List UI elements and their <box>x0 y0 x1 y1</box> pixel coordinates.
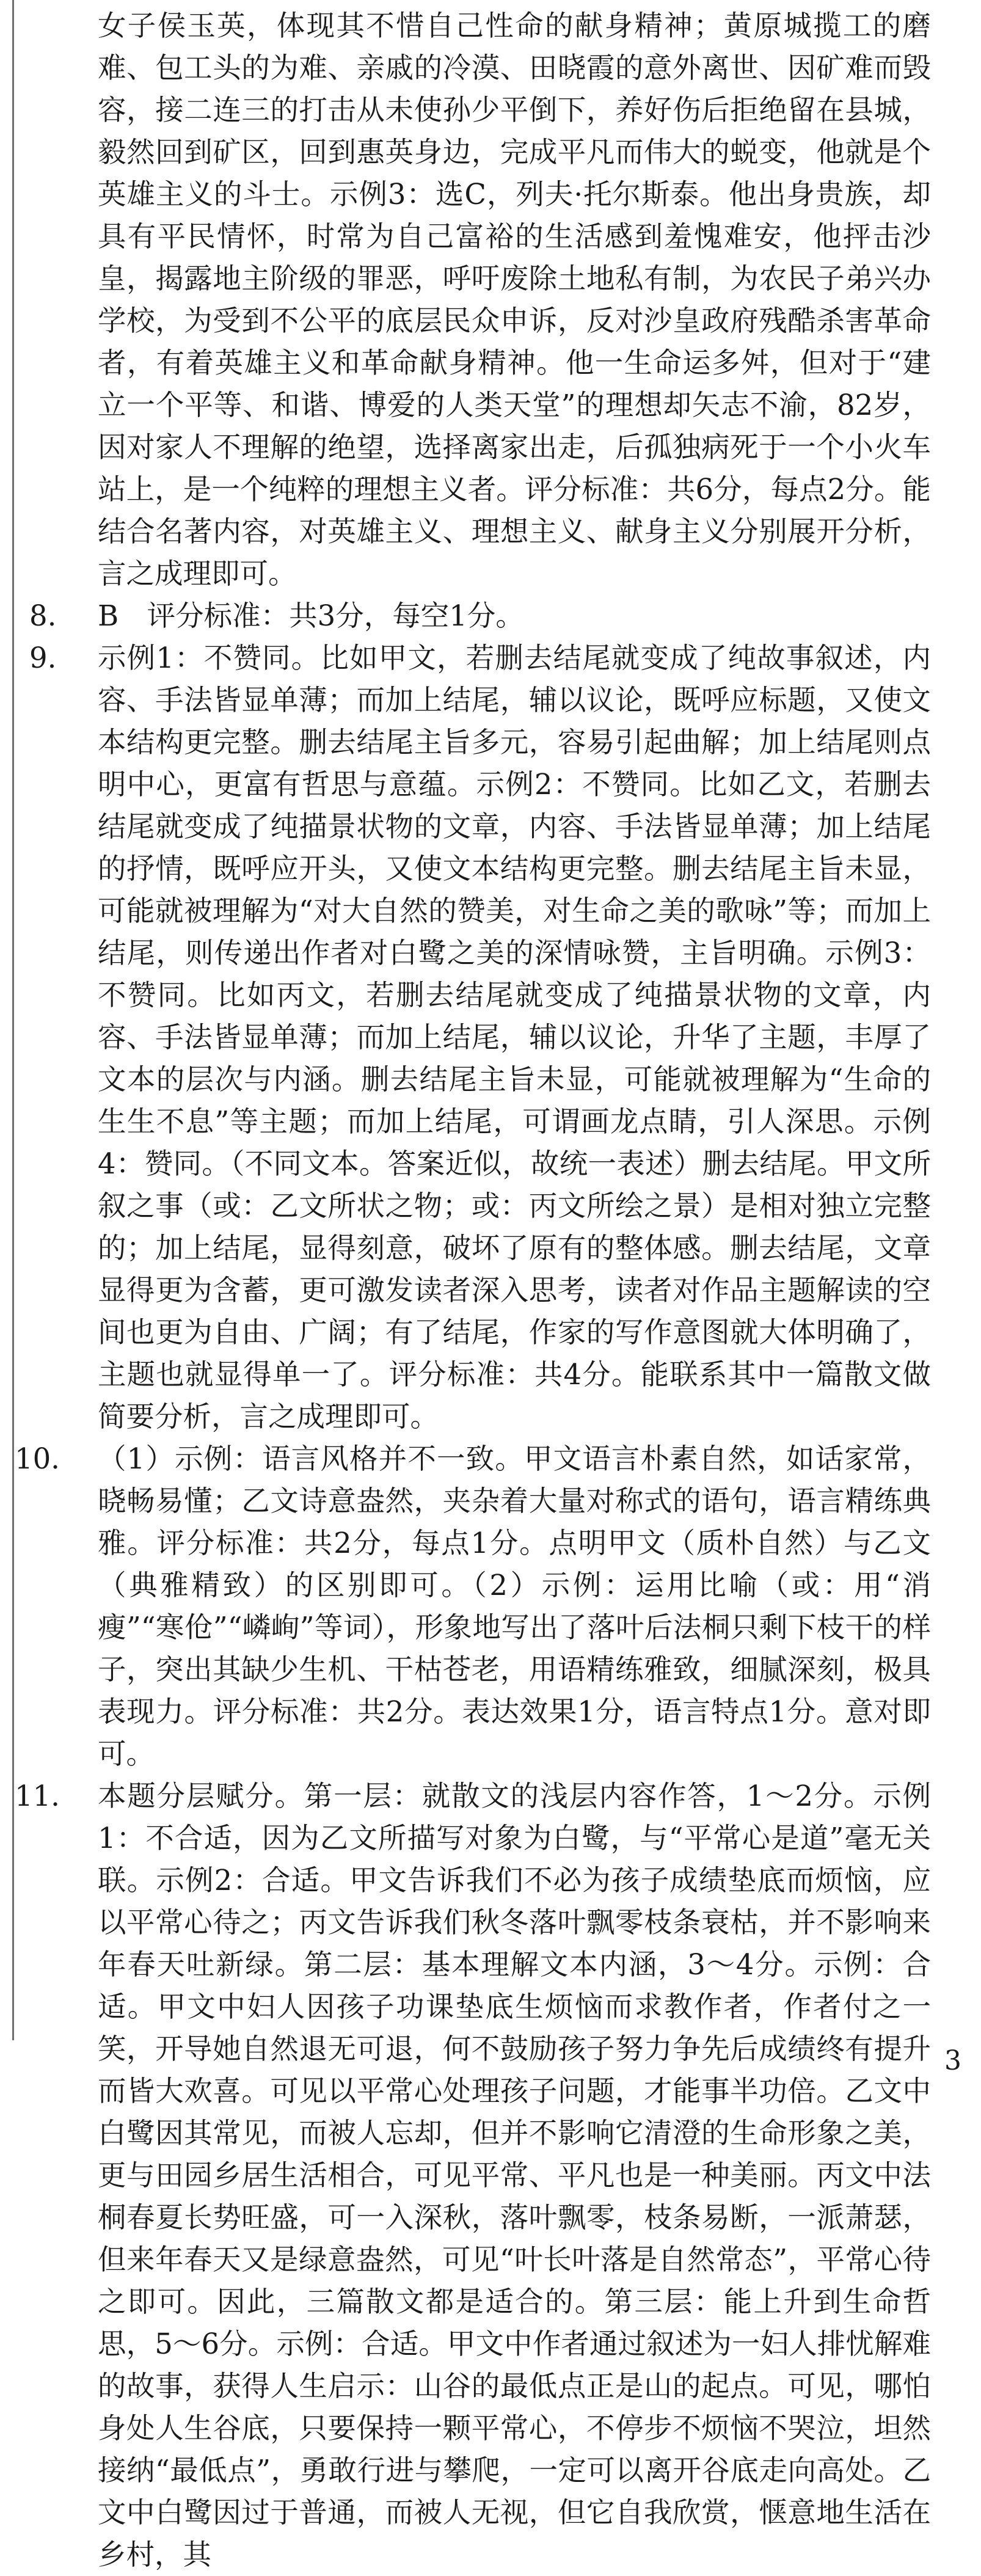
continuation-paragraph: 女子侯玉英，体现其不惜自己性命的献身精神；黄原城揽工的磨难、包工头的为难、亲戚的冷漠、田晓霞的意外离世、因矿难而毁容，接二连三的打击从未使孙少平倒下，养好伤后拒绝留在县城，毅然回到矿区，回到惠英身边，完成平凡而伟大的蜕变，他就是个英雄主义的斗士。示例3：选C，列夫·托尔斯泰。他出身贵族，却具有平民情怀，时常为自己富裕的生活感到羞愧难安，他抨击沙皇，揭露地主阶级的罪恶，呼吁废除土地私有制，为农民子弟兴办学校，为受到不公平的底层民众申诉，反对沙皇政府残酷杀害革命者，有着英雄主义和革命献身精神。他一生命运多舛，但对于“建立一个平等、和谐、博爱的人类天堂”的理想却矢志不渝，82岁，因对家人不理解的绝望，选择离家出走，后孤独病死于一个小火车站上，是一个纯粹的理想主义者。评分标准：共6分，每点2分。能结合名著内容，对英雄主义、理想主义、献身主义分别展开分析，言之成理即可。 <box>98 9 931 590</box>
item-number: 10. <box>15 1442 60 1475</box>
answer-item-9 <box>0 637 981 1438</box>
item-text: （1）示例：语言风格并不一致。甲文语言朴素自然，如话家常，晓畅易懂；乙文诗意盎然，夹杂着大量对称式的语句，语言精练典雅。评分标准：共2分，每点1分。点明甲文（质朴自然）与乙文（典雅精致）的区别即可。（2）示例：运用比喻（或：用“消瘦”“寒伧”“嶙峋”等词），形象地写出了落叶后法桐只剩下枝干的样子，突出其缺少生机、干枯苍老，用语精练雅致，细腻深刻，极具表现力。评分标准：共2分。表达效果1分，语言特点1分。意对即可。 <box>98 1442 931 1770</box>
answer-key-content <box>0 5 981 2576</box>
answer-item-8 <box>0 595 981 637</box>
item-text: B 评分标准：共3分，每空1分。 <box>98 599 524 632</box>
page-number: 3 <box>944 2045 961 2076</box>
item-number: 11. <box>15 1779 60 1812</box>
answer-item-11 <box>0 1775 981 2576</box>
item-text: 示例1：不赞同。比如甲文，若删去结尾就变成了纯故事叙述，内容、手法皆显单薄；而加上结尾，辅以议论，既呼应标题，又使文本结构更完整。删去结尾主旨多元，容易引起曲解；加上结尾则点明中心，更富有哲思与意蕴。示例2：不赞同。比如乙文，若删去结尾就变成了纯描景状物的文章，内容、手法皆显单薄；加上结尾的抒情，既呼应开头，又使文本结构更完整。删去结尾主旨未显，可能就被理解为“对大自然的赞美，对生命之美的歌咏”等；而加上结尾，则传递出作者对白鹭之美的深情咏赞，主旨明确。示例3：不赞同。比如丙文，若删去结尾就变成了纯描景状物的文章，内容、手法皆显单薄；而加上结尾，辅以议论，升华了主题，丰厚了文本的层次与内涵。删去结尾主旨未显，可能就被理解为“生命的生生不息”等主题；而加上结尾，可谓画龙点睛，引人深思。示例4：赞同。（不同文本。答案近似，故统一表述）删去结尾。甲文所叙之事（或：乙文所状之物；或：丙文所绘之景）是相对独立完整的；加上结尾，显得刻意，破坏了原有的整体感。删去结尾，文章显得更为含蓄，更可激发读者深入思考，读者对作品主题解读的空间也更为自由、广阔；有了结尾，作家的写作意图就大体明确了，主题也就显得单一了。评分标准：共4分。能联系其中一篇散文做简要分析，言之成理即可。 <box>98 641 931 1433</box>
item-number: 9. <box>29 641 57 674</box>
item-number: 8. <box>29 599 57 632</box>
item-text: 本题分层赋分。第一层：就散文的浅层内容作答，1～2分。示例1：不合适，因为乙文所描写对象为白鹭，与“平常心是道”毫无关联。示例2：合适。甲文告诉我们不必为孩子成绩垫底而烦恼，应以平常心待之；丙文告诉我们秋冬落叶飘零枝条衰枯，并不影响来年春天吐新绿。第二层：基本理解文本内涵，3～4分。示例：合适。甲文中妇人因孩子功课垫底生烦恼而求教作者，作者付之一笑，开导她自然退无可退，何不鼓励孩子努力争先后成绩终有提升而皆大欢喜。可见以平常心处理孩子问题，才能事半功倍。乙文中白鹭因其常见，而被人忘却，但并不影响它清澄的生命形象之美，更与田园乡居生活相合，可见平常、平凡也是一种美丽。丙文中法桐春夏长势旺盛，可一入深秋，落叶飘零，枝条易断，一派萧瑟，但来年春天又是绿意盎然，可见“叶长叶落是自然常态”，平常心待之即可。因此，三篇散文都是适合的。第三层：能上升到生命哲思，5～6分。示例：合适。甲文中作者通过叙述为一妇人排忧解难的故事，获得人生启示：山谷的最低点正是山的起点。可见，哪怕身处人生谷底，只要保持一颗平常心，不停步不烦恼不哭泣，坦然接纳“最低点”，勇敢行进与攀爬，一定可以离开谷底走向高处。乙文中白鹭因过于普通，而被人无视，但它自我欣赏，惬意地生活在乡村，其 <box>98 1779 931 2571</box>
answer-item-10 <box>0 1438 981 1775</box>
